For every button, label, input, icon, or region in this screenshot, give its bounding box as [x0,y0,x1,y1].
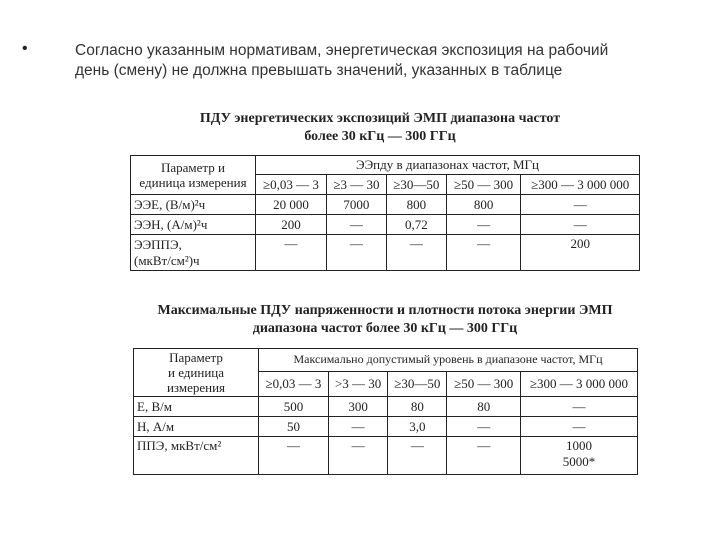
table1-param-header [131,156,256,195]
table-cell: 20 000 [256,195,327,215]
table2-range-3: ≥30—50 [388,371,447,396]
table2-row3-value-2: 5000* [562,454,596,469]
table-cell: — [326,215,386,235]
table1-row3-param-line-1: ЭЭППЭ, [134,236,182,252]
table1-row3-param-line-2: (мкВт/см²)ч [134,252,200,268]
table2-title [140,302,630,338]
bullet-text [75,41,695,81]
table-cell: — [446,235,521,271]
table1-param-header-line-1: Параметр и [161,160,225,175]
table2-row1-param: E, В/м [134,397,259,417]
table1 [130,155,640,271]
table-cell [521,437,638,475]
table1-range-4: ≥50 — 300 [446,175,521,195]
table1-row2-param: ЭЭH, (А/м)²ч [131,215,256,235]
table1-range-2: ≥3 — 30 [326,175,386,195]
table-cell: 80 [447,397,521,417]
table-cell: 200 [256,215,327,235]
table2-title-line-2: диапазона частот более 30 кГц — 300 ГГц [252,321,518,336]
table2-range-5: ≥300 — 3 000 000 [521,371,638,396]
table2-row3-value-1: 1000 [566,438,592,453]
table1-row1-param: ЭЭE, (В/м)²ч [131,195,256,215]
table1-title-line-2: более 30 кГц — 300 ГГц [304,129,456,144]
table-cell: 80 [388,397,447,417]
table1-param-header-line-2: единица измерения [139,175,247,190]
table1-title-line-1: ПДУ энергетических экспозиций ЭМП диапазона частот [199,111,561,126]
table2-row2-param: H, А/м [134,417,259,437]
table-cell: — [521,397,638,417]
table-cell: — [326,235,386,271]
table-cell: 3,0 [388,417,447,437]
table-cell: — [521,417,638,437]
table-cell: 0,72 [386,215,446,235]
table-cell: 300 [328,397,387,417]
table-cell: — [447,437,521,475]
table-cell: 50 [259,417,329,437]
table-cell: — [328,417,387,437]
table-row [131,235,640,271]
table-cell: — [446,215,521,235]
table2-param-header-line-2: и единица [167,365,225,380]
table2-range-1: ≥0,03 — 3 [259,371,329,396]
table-cell: 500 [259,397,329,417]
table2-param-header [134,349,259,397]
table1-title [160,110,600,146]
table-cell: — [386,235,446,271]
table1-group-header: ЭЭпду в диапазонах частот, МГц [256,156,640,175]
table-cell: — [259,437,329,475]
table2-group-header: Максимально допустимый уровень в диапазоне частот, МГц [259,349,638,372]
table-cell: — [388,437,447,475]
table-row [134,437,638,475]
table-row [134,417,638,437]
table1-range-3: ≥30—50 [386,175,446,195]
table-cell: — [256,235,327,271]
table-cell: 800 [386,195,446,215]
table1-row3-param [131,235,256,271]
table-cell: 7000 [326,195,386,215]
table1-range-1: ≥0,03 — 3 [256,175,327,195]
table-row [131,215,640,235]
table-cell: — [521,215,640,235]
bullet-text-line-2: день (смену) не должна превышать значений, указанных в таблице [75,62,563,79]
bullet-marker: • [22,40,28,57]
table2-range-2: >3 — 30 [328,371,387,396]
table-cell: 200 [521,235,640,271]
table2-range-4: ≥50 — 300 [447,371,521,396]
table2-row3-param: ППЭ, мкВт/см² [134,437,259,475]
table-cell: — [521,195,640,215]
table2-param-header-line-1: Параметр [169,350,223,365]
table2-title-line-1: Максимальные ПДУ напряженности и плотности потока энергии ЭМП [157,303,613,318]
table2-param-header-line-3: измерения [166,380,226,395]
bullet-text-line-1: Согласно указанным нормативам, энергетическая экспозиция на рабочий [75,42,609,59]
table-cell: — [447,417,521,437]
table-cell: 800 [446,195,521,215]
table-cell: — [328,437,387,475]
table2 [133,348,638,475]
table-row [131,195,640,215]
table1-range-5: ≥300 — 3 000 000 [521,175,640,195]
table-row [134,397,638,417]
